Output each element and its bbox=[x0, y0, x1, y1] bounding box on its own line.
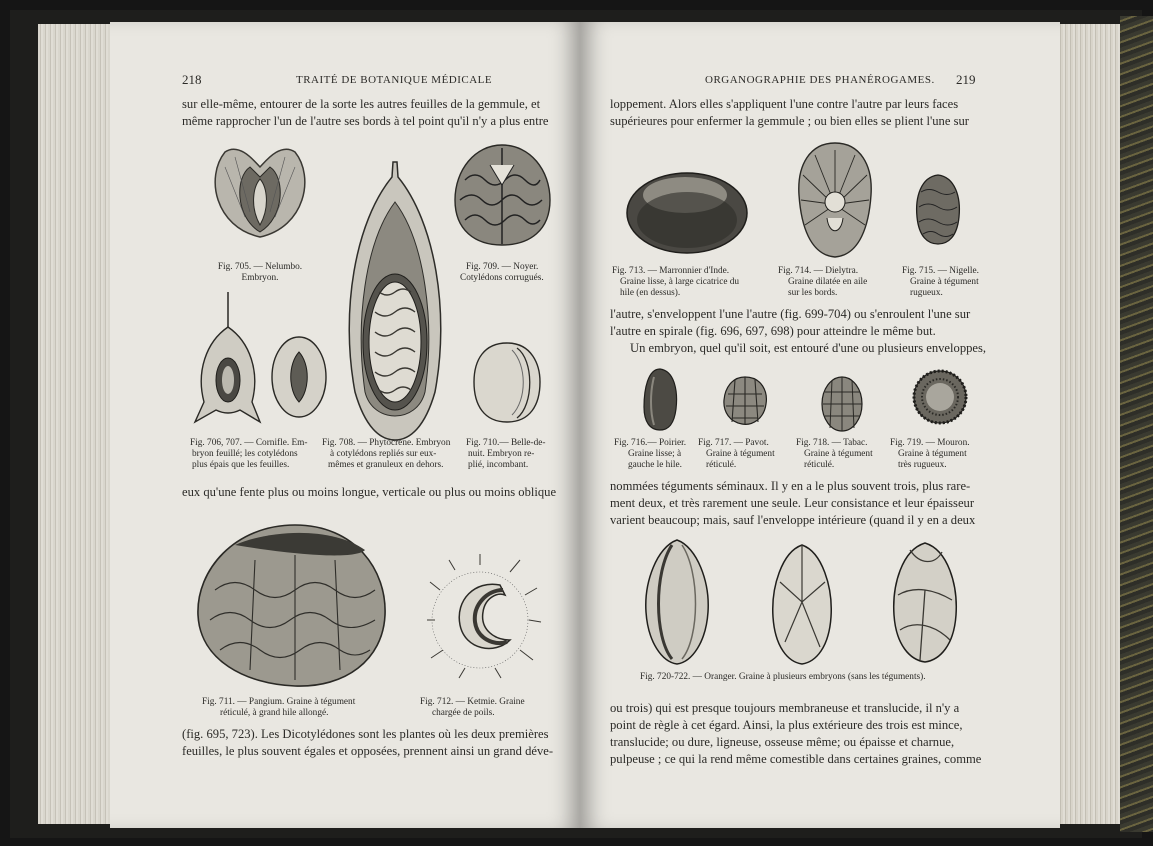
figure-710-belle-de-nuit bbox=[472, 340, 542, 425]
figure-708-phytocrene bbox=[335, 162, 455, 442]
caption-fig718-line2: Graine à tégument bbox=[804, 449, 873, 459]
figure-720-oranger bbox=[642, 537, 712, 667]
caption-fig714-line2: Graine dilatée en aile bbox=[788, 277, 868, 287]
caption-fig710-line2: nuit. Embryon re- bbox=[468, 449, 535, 459]
caption-fig705-line2: Embryon. bbox=[241, 273, 279, 283]
caption-fig706-line1: Fig. 706, 707. — Cornifle. Em- bbox=[190, 438, 308, 448]
text-line: l'autre, s'enveloppent l'une l'autre (fig. 699-704) ou s'enroulent l'une sur bbox=[610, 307, 971, 321]
text-line: sur elle-même, entourer de la sorte les autres feuilles de la gemmule, et bbox=[182, 97, 541, 111]
caption-fig715-line3: rugueux. bbox=[910, 288, 943, 298]
running-head-right: ORGANOGRAPHIE DES PHANÉROGAMES. bbox=[705, 74, 935, 86]
right-page-stack bbox=[1058, 24, 1120, 824]
caption-fig706-line3: plus épais que les feuilles. bbox=[192, 460, 290, 470]
running-head-left: TRAITÉ DE BOTANIQUE MÉDICALE bbox=[296, 74, 493, 86]
text-line: Un embryon, quel qu'il soit, est entouré d'une ou plusieurs enveloppes, bbox=[630, 341, 987, 355]
caption-fig717-line2: Graine à tégument bbox=[706, 449, 775, 459]
caption-fig708-line3: mêmes et granuleux en dehors. bbox=[328, 460, 444, 470]
figure-718-tabac bbox=[820, 374, 865, 434]
caption-fig715-line2: Graine à tégument bbox=[910, 277, 979, 287]
figure-721-oranger bbox=[770, 542, 835, 667]
caption-fig715-line1: Fig. 715. — Nigelle. bbox=[902, 266, 979, 276]
text-line: varient beaucoup; mais, sauf l'enveloppe intérieure (quand il y en a deux bbox=[610, 513, 976, 527]
caption-fig717-line1: Fig. 717. — Pavot. bbox=[698, 438, 769, 448]
right-page bbox=[580, 22, 1060, 828]
figure-717-pavot bbox=[720, 374, 770, 429]
caption-fig719-line3: très rugueux. bbox=[898, 460, 947, 470]
caption-fig711-line2: réticulé, à grand hile allongé. bbox=[220, 708, 329, 718]
text-line: pulpeuse ; ce qui la rend même comestible dans certaines graines, comme bbox=[610, 752, 982, 766]
text-line: feuilles, le plus souvent égales et opposées, prennent ainsi un grand déve- bbox=[182, 744, 554, 758]
caption-fig712-line1: Fig. 712. — Ketmie. Graine bbox=[420, 697, 525, 707]
caption-fig716-line1: Fig. 716.— Poirier. bbox=[614, 438, 687, 448]
figure-715-nigelle bbox=[913, 172, 963, 247]
page-number-right: 219 bbox=[956, 72, 976, 87]
caption-fig708-line1: Fig. 708. — Phytocrene. Embryon bbox=[322, 438, 451, 448]
figure-705-nelumbo bbox=[205, 137, 315, 247]
caption-fig719-line2: Graine à tégument bbox=[898, 449, 967, 459]
caption-fig713-line2: Graine lisse, à large cicatrice du bbox=[620, 277, 740, 287]
text-line: point de règle à cet égard. Ainsi, la plus extérieure des trois est mince, bbox=[610, 718, 963, 732]
caption-fig717-line3: réticulé. bbox=[706, 460, 737, 470]
caption-fig719-line1: Fig. 719. — Mouron. bbox=[890, 438, 970, 448]
text-line: ment deux, et très rarement une seule. Leur consistance et leur épaisseur bbox=[610, 496, 975, 510]
caption-fig710-line3: plié, incombant. bbox=[468, 460, 529, 470]
caption-fig716-line3: gauche le hile. bbox=[628, 460, 682, 470]
caption-fig712-line2: chargée de poils. bbox=[432, 708, 495, 718]
caption-fig713-line3: hile (en dessus). bbox=[620, 288, 681, 298]
caption-fig713-line1: Fig. 713. — Marronnier d'Inde. bbox=[612, 266, 730, 276]
caption-fig705-line1: Fig. 705. — Nelumbo. bbox=[217, 262, 303, 272]
text-line: (fig. 695, 723). Les Dicotylédones sont les plantes où les deux premières bbox=[182, 727, 549, 741]
text-line: même rapprocher l'un de l'autre ses bords à tel point qu'il n'y a plus entre bbox=[182, 114, 549, 128]
figure-706-cornifle bbox=[190, 292, 265, 432]
text-line: l'autre en spirale (fig. 696, 697, 698) pour atteindre le même but. bbox=[610, 324, 936, 338]
caption-fig708-line2: à cotylédons repliés sur eux- bbox=[330, 449, 437, 459]
figure-714-dielytra bbox=[795, 140, 875, 260]
left-page-stack bbox=[38, 24, 120, 824]
figure-713-marronnier bbox=[625, 165, 750, 255]
book-cover-edge bbox=[1120, 16, 1153, 832]
caption-fig716-line2: Graine lisse; à bbox=[628, 449, 682, 459]
caption-fig720: Fig. 720-722. — Oranger. Graine à plusieurs embryons (sans les téguments). bbox=[640, 672, 926, 682]
text-line: eux qu'une fente plus ou moins longue, verticale ou plus ou moins oblique bbox=[182, 485, 557, 499]
caption-fig706-line2: bryon feuillé; les cotylédons bbox=[192, 449, 298, 459]
text-line: loppement. Alors elles s'appliquent l'une contre l'autre par leurs faces bbox=[610, 97, 959, 111]
figure-711-pangium bbox=[195, 520, 390, 690]
book-spread bbox=[10, 10, 1142, 838]
figure-709-noyer bbox=[450, 140, 555, 250]
caption-fig710-line1: Fig. 710.— Belle-de- bbox=[466, 438, 546, 448]
figure-719-mouron bbox=[910, 367, 970, 427]
caption-fig714-line3: sur les bords. bbox=[788, 288, 838, 298]
text-line: nommées téguments séminaux. Il y en a le plus souvent trois, plus rare- bbox=[610, 479, 971, 493]
page-number-left: 218 bbox=[182, 72, 202, 87]
text-line: supérieures pour enfermer la gemmule ; ou bien elles se plient l'une sur bbox=[610, 114, 969, 128]
caption-fig709-line1: Fig. 709. — Noyer. bbox=[466, 262, 539, 272]
caption-fig718-line1: Fig. 718. — Tabac. bbox=[796, 438, 868, 448]
caption-fig718-line3: réticulé. bbox=[804, 460, 835, 470]
caption-fig714-line1: Fig. 714. — Dielytra. bbox=[778, 266, 859, 276]
caption-fig709-line2: Cotylédons corrugués. bbox=[460, 273, 544, 283]
figure-712-ketmie bbox=[425, 550, 545, 680]
text-line: ou trois) qui est presque toujours membraneuse et translucide, il n'y a bbox=[610, 701, 960, 715]
caption-fig711-line1: Fig. 711. — Pangium. Graine à tégument bbox=[202, 697, 356, 707]
figure-716-poirier bbox=[640, 367, 680, 432]
figure-707-cornifle bbox=[270, 334, 328, 420]
text-line: translucide; ou dure, ligneuse, osseuse même; ou épaisse et charnue, bbox=[610, 735, 955, 749]
figure-722-oranger bbox=[890, 540, 960, 665]
left-page bbox=[110, 22, 580, 828]
